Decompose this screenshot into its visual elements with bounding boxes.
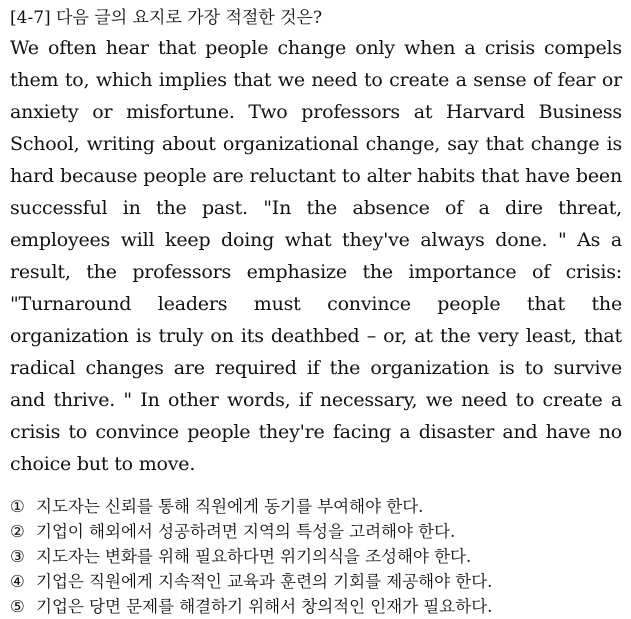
- choice-text: 지도자는 신뢰를 통해 직원에게 동기를 부여해야 한다.: [36, 497, 424, 516]
- choice-5[interactable]: [10, 594, 622, 619]
- choice-1[interactable]: [10, 494, 622, 519]
- choice-number: ④: [10, 572, 25, 591]
- choice-number: ③: [10, 547, 25, 566]
- choice-text: 기업은 직원에게 지속적인 교육과 훈련의 기회를 제공해야 한다.: [36, 572, 493, 591]
- choice-text: 지도자는 변화를 위해 필요하다면 위기의식을 조성해야 한다.: [36, 547, 472, 566]
- choice-text: 기업이 해외에서 성공하려면 지역의 특성을 고려해야 한다.: [36, 522, 456, 541]
- question-header: [4-7] 다음 글의 요지로 가장 적절한 것은?: [10, 8, 323, 28]
- choice-number: ⑤: [10, 597, 25, 616]
- choice-2[interactable]: [10, 519, 622, 544]
- passage-text: We often hear that people change only when a crisis compels them to, which implies that we need to create a sense of fear or anxiety or misfortune. Two professors at Harvard Business School, writing about organizational change, say that change is hard because people are reluctant to alter habits that have been successful in the past. "In the absence of a dire threat, employees will keep doing what they've always done. " As a result, the professors emphasize the importance of crisis: "Turnaround leaders must convince people that the organization is truly on its deathbed – or, at the very least, that radical changes are required if the organization is to survive and thrive. " In other words, if necessary, we need to create a crisis to convince people they're facing a disaster and have no choice but to move.: [10, 37, 622, 475]
- choice-3[interactable]: [10, 544, 622, 569]
- exam-question: [10, 6, 622, 619]
- choice-number: ②: [10, 522, 25, 541]
- choice-4[interactable]: [10, 569, 622, 594]
- choice-number: ①: [10, 497, 25, 516]
- choice-text: 기업은 당면 문제를 해결하기 위해서 창의적인 인재가 필요하다.: [36, 597, 493, 616]
- answer-choices: [10, 494, 622, 619]
